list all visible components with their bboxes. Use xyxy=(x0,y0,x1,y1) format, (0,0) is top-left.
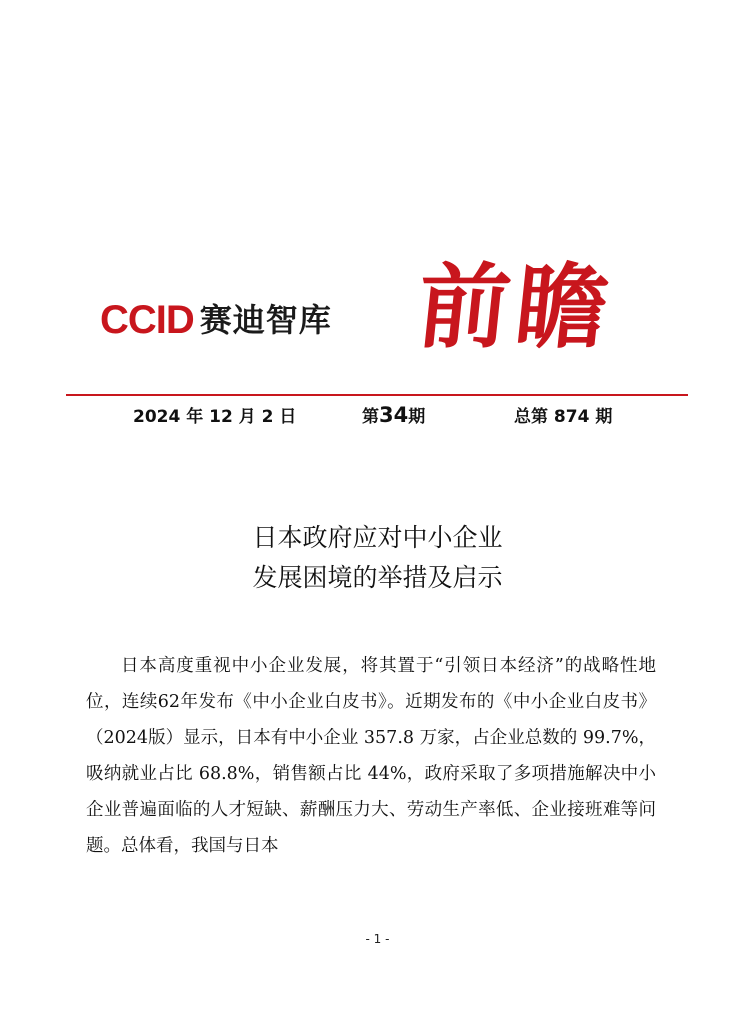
brush-title: 前瞻 xyxy=(412,253,620,361)
logo-mark: CCID xyxy=(100,298,194,342)
issue-number-value: 34 xyxy=(379,403,409,427)
issue-number-suffix: 期 xyxy=(408,407,426,427)
document-title xyxy=(0,518,755,598)
title-line-1: 日本政府应对中小企业 xyxy=(252,523,503,552)
issue-date: 2024 年 12 月 2 日 xyxy=(133,407,297,427)
ccid-logo xyxy=(100,298,332,342)
masthead-divider xyxy=(66,394,688,396)
body-paragraph: 日本高度重视中小企业发展，将其置于“引领日本经济”的战略性地位，连续62年发布《中小企业白皮书》。近期发布的《中小企业白皮书》（2024版）显示，日本有中小企业 357.8 万家，占企业总数的 99.7%，吸纳就业占比 68.8%，销售额占比 44%，政府采取了多项措施解决中小企业普遍面临的人才短缺、薪酬压力大、劳动生产率低、企业接班难等问题。总体看，我国与日本 xyxy=(86,656,656,856)
issue-info xyxy=(0,402,755,430)
issue-number xyxy=(362,402,425,427)
issue-number-prefix: 第 xyxy=(362,407,379,427)
masthead xyxy=(0,240,755,400)
page-number: - 1 - xyxy=(365,932,390,946)
issue-total: 总第 874 期 xyxy=(514,407,613,427)
logo-text: 赛迪智库 xyxy=(199,301,332,339)
title-line-2: 发展困境的举措及启示 xyxy=(252,563,503,592)
